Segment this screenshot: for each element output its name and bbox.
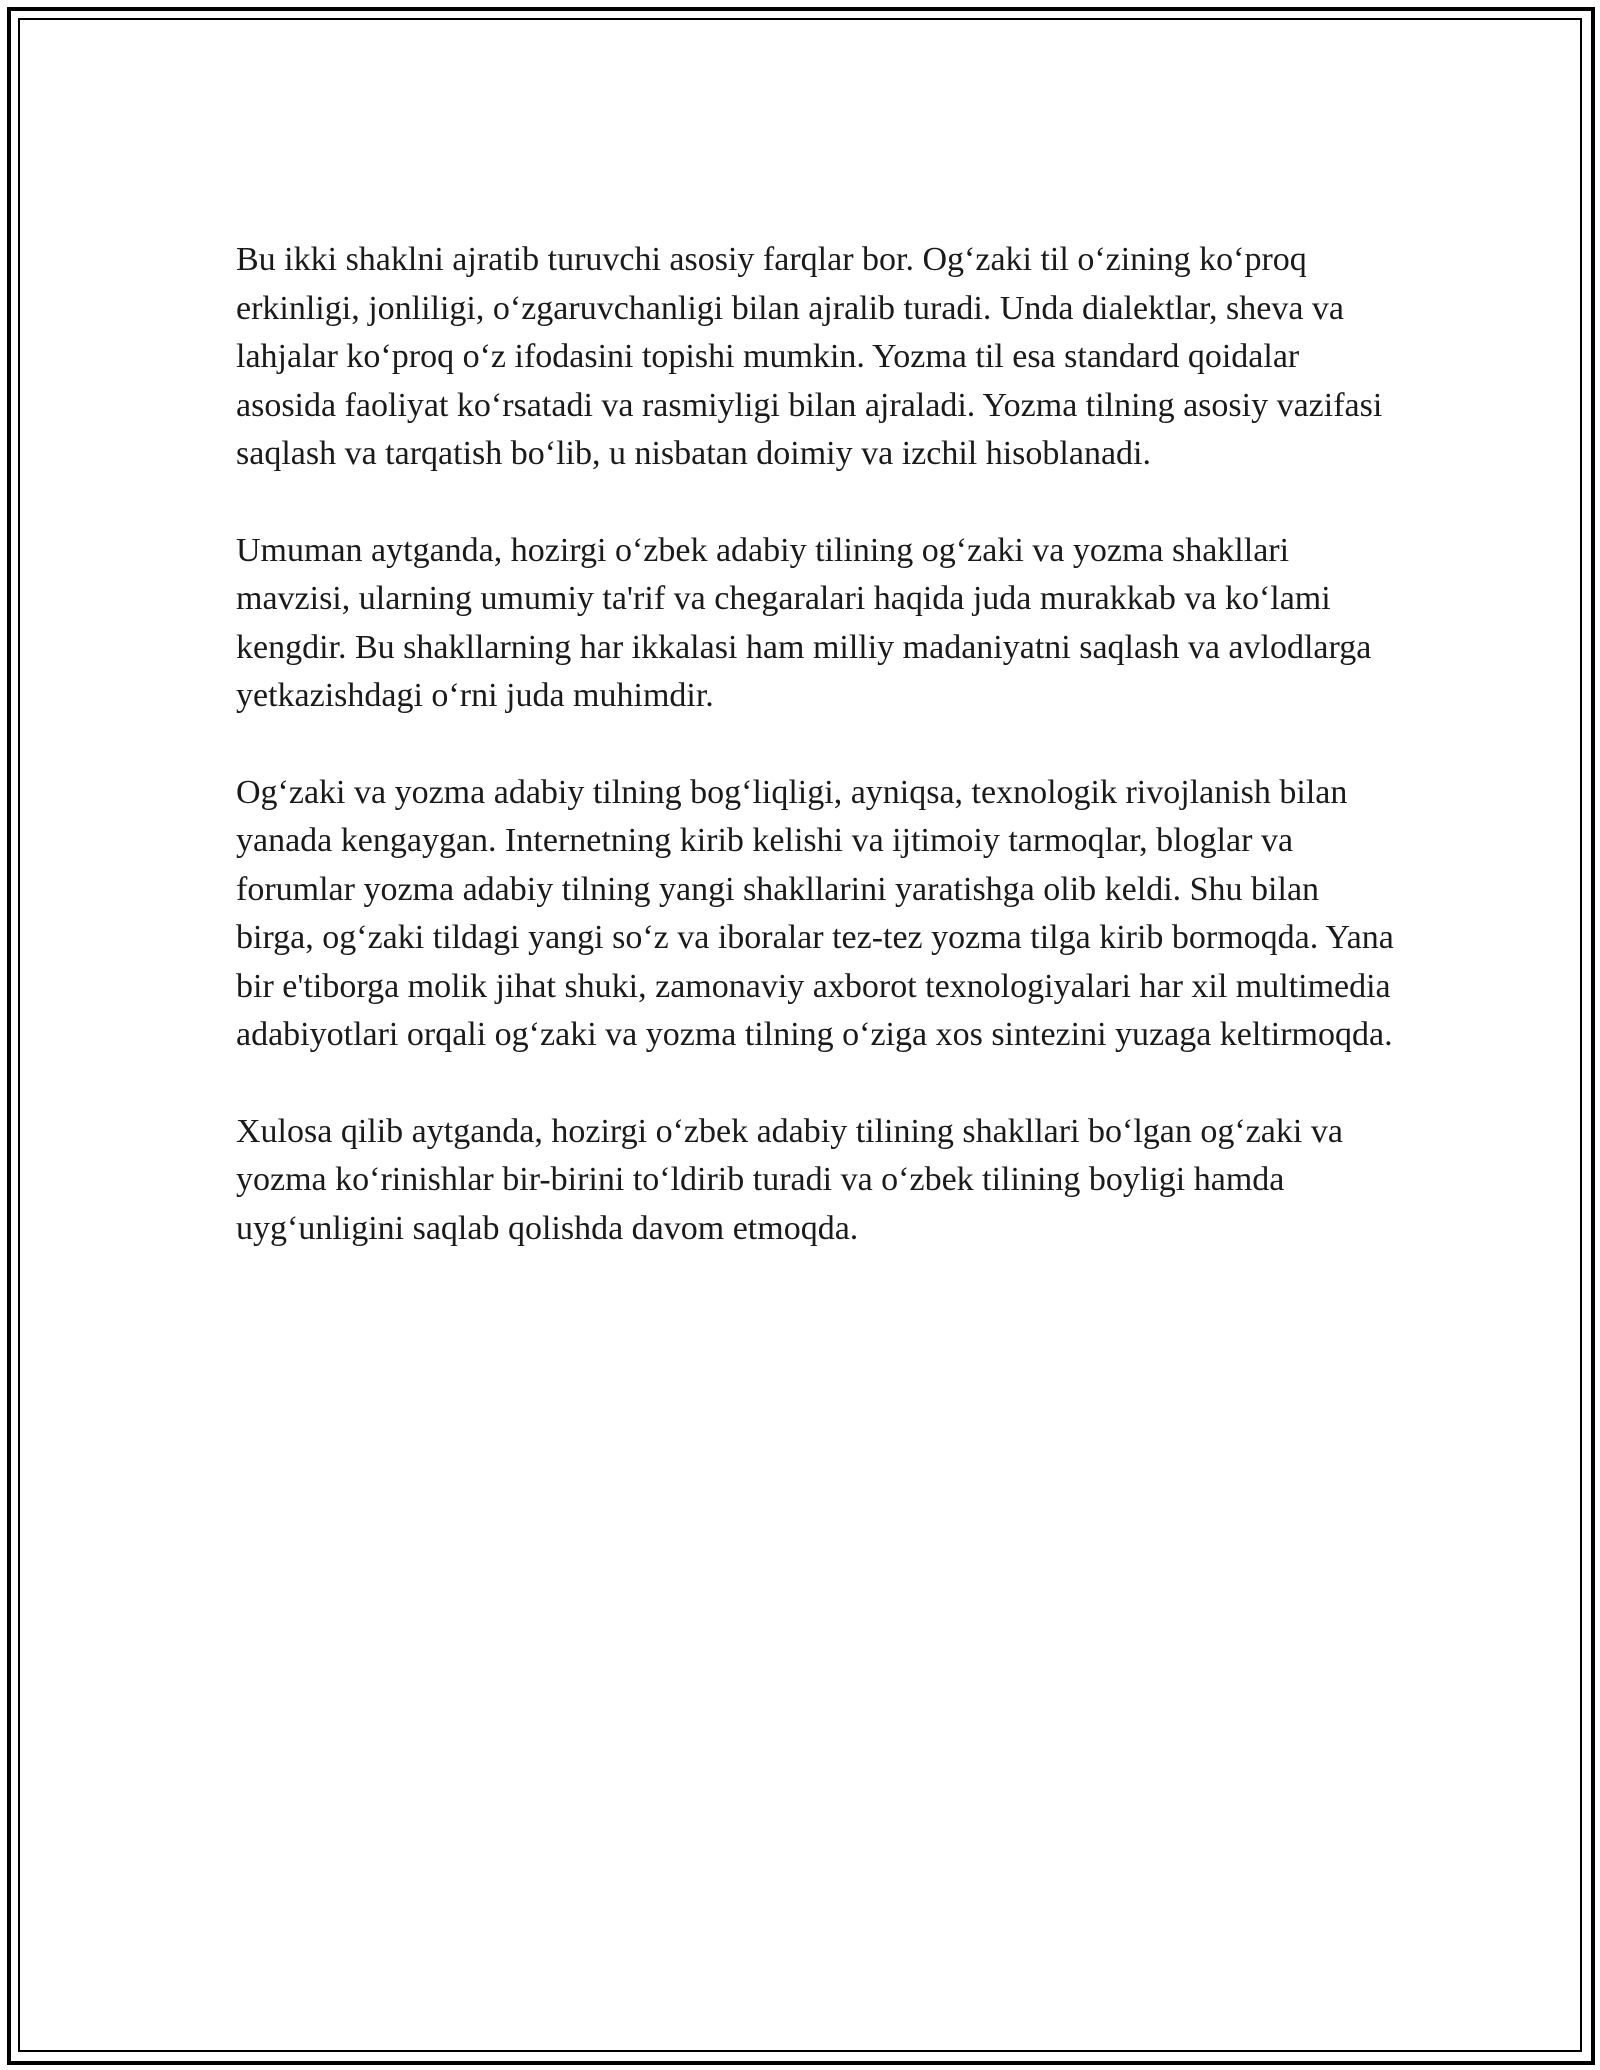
paragraph-4: Xulosa qilib aytganda, hozirgi o‘zbek adabiy tilining shakllari bo‘lgan og‘zaki va yozma ko‘rinishlar bir-birini to‘ldirib turadi va o‘zbek tilining boyligi hamda uyg‘unligini saqlab qolishda davom etmoqda. xyxy=(236,1112,1343,1247)
paragraph-3: Og‘zaki va yozma adabiy tilning bog‘liqligi, ayniqsa, texnologik rivojlanish bilan yanada kengaygan. Internetning kirib kelishi va ijtimoiy tarmoqlar, bloglar va forumlar yozma adabiy tilning yangi shakllarini yaratishga olib keldi. Shu bilan birga, og‘zaki tildagi yangi so‘z va iboralar tez-tez yozma tilga kirib bormoqda. Yana bir e'tiborga molik jihat shuki, zamonaviy axborot texnologiyalari har xil multimedia adabiyotlari orqali og‘zaki va yozma tilning o‘ziga xos sintezini yuzaga keltirmoqda. xyxy=(236,773,1394,1053)
document-body xyxy=(236,236,1396,1301)
paragraph-2: Umuman aytganda, hozirgi o‘zbek adabiy tilining og‘zaki va yozma shakllari mavzisi, ularning umumiy ta'rif va chegaralari haqida juda murakkab va ko‘lami kengdir. Bu shakllarning har ikkalasi ham milliy madaniyatni saqlash va avlodlarga yetkazishdagi o‘rni juda muhimdir. xyxy=(236,531,1372,714)
paragraph-1: Bu ikki shaklni ajratib turuvchi asosiy farqlar bor. Og‘zaki til o‘zining ko‘proq erkinligi, jonliligi, o‘zgaruvchanligi bilan ajralib turadi. Unda dialektlar, sheva va lahjalar ko‘proq o‘z ifodasini topishi mumkin. Yozma til esa standard qoidalar asosida faoliyat ko‘rsatadi va rasmiyligi bilan ajraladi. Yozma tilning asosiy vazifasi saqlash va tarqatish bo‘lib, u nisbatan doimiy va izchil hisoblanadi. xyxy=(236,241,1383,472)
